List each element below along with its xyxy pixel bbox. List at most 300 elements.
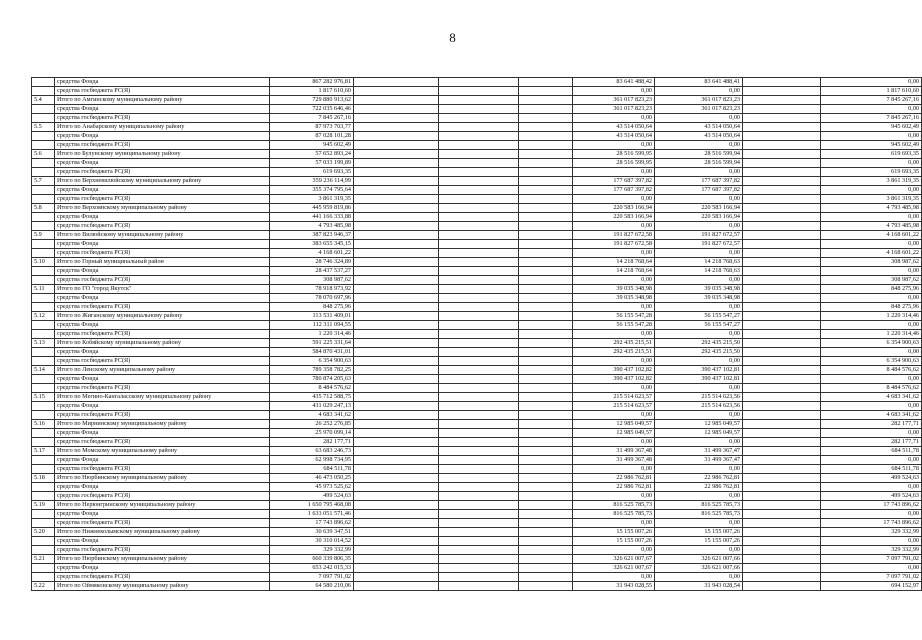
table-cell <box>354 132 439 141</box>
table-cell: 31 943 028,55 <box>573 582 655 591</box>
table-cell <box>743 384 821 393</box>
table-cell <box>439 141 519 150</box>
table-cell <box>743 321 821 330</box>
table-cell <box>439 267 519 276</box>
table-cell: 355 374 795,64 <box>270 186 354 195</box>
table-row <box>32 258 922 267</box>
table-cell: 5.22 <box>32 582 55 591</box>
table-cell <box>519 222 573 231</box>
table-row <box>32 132 922 141</box>
table-cell: 4 168 601,22 <box>270 249 354 258</box>
table-cell: 0,00 <box>821 294 922 303</box>
table-cell: 282 177,71 <box>270 438 354 447</box>
table-cell <box>32 213 55 222</box>
table-cell: 789 358 782,25 <box>270 366 354 375</box>
table-cell: 56 155 547,27 <box>655 321 743 330</box>
table-cell <box>519 141 573 150</box>
table-cell <box>519 339 573 348</box>
table-cell: 4 683 341,62 <box>270 411 354 420</box>
table-cell <box>439 258 519 267</box>
table-cell: 0,00 <box>821 348 922 357</box>
table-cell: Итого по Ленскому муниципальному району <box>55 366 270 375</box>
table-cell: 308 987,62 <box>821 276 922 285</box>
table-cell <box>354 240 439 249</box>
table-row <box>32 276 922 285</box>
table-cell: 87 028 101,28 <box>270 132 354 141</box>
table-cell <box>743 123 821 132</box>
table-cell: 30 310 014,52 <box>270 537 354 546</box>
table-cell <box>439 393 519 402</box>
table-cell: 28 516 599,94 <box>655 150 743 159</box>
table-cell <box>354 501 439 510</box>
table-cell: 220 583 166,94 <box>655 213 743 222</box>
table-cell <box>743 402 821 411</box>
table-cell: средства госбюджета РС(Я) <box>55 384 270 393</box>
table-cell <box>743 114 821 123</box>
table-cell: 0,00 <box>655 141 743 150</box>
table-cell: 43 514 050,64 <box>655 132 743 141</box>
table-cell <box>743 510 821 519</box>
table-cell <box>519 573 573 582</box>
table-cell <box>743 456 821 465</box>
table-cell: 0,00 <box>573 357 655 366</box>
table-row <box>32 429 922 438</box>
table-cell <box>439 186 519 195</box>
table-cell <box>32 510 55 519</box>
table-row <box>32 492 922 501</box>
table-cell <box>743 429 821 438</box>
table-cell: 0,00 <box>821 510 922 519</box>
table-cell: 78 070 697,96 <box>270 294 354 303</box>
table-cell <box>439 231 519 240</box>
table-cell <box>439 474 519 483</box>
table-cell <box>519 213 573 222</box>
table-cell <box>743 411 821 420</box>
table-cell <box>519 303 573 312</box>
table-cell: Итого по ГО "город Якутск" <box>55 285 270 294</box>
table-cell <box>354 168 439 177</box>
table-cell <box>519 474 573 483</box>
table-cell <box>354 330 439 339</box>
table-cell: 7 845 267,16 <box>821 96 922 105</box>
table-cell <box>354 555 439 564</box>
table-cell <box>519 78 573 87</box>
table-cell <box>519 123 573 132</box>
table-cell <box>439 87 519 96</box>
table-cell: 28 746 324,89 <box>270 258 354 267</box>
table-cell <box>354 303 439 312</box>
table-cell: 5.9 <box>32 231 55 240</box>
table-cell <box>354 366 439 375</box>
table-cell <box>439 339 519 348</box>
table-cell: Итого по Нюрбинскому муниципальному району <box>55 474 270 483</box>
table-cell <box>32 222 55 231</box>
table-cell <box>519 582 573 591</box>
table-cell: 329 332,99 <box>270 546 354 555</box>
table-cell: 5.16 <box>32 420 55 429</box>
table-cell: 17 743 896,62 <box>270 519 354 528</box>
table-cell: 361 017 823,23 <box>573 105 655 114</box>
table-cell: 8 484 576,62 <box>821 366 922 375</box>
table-cell <box>519 267 573 276</box>
table-cell: 0,00 <box>573 141 655 150</box>
table-cell <box>743 267 821 276</box>
table-cell: 0,00 <box>655 195 743 204</box>
table-cell: средства госбюджета РС(Я) <box>55 492 270 501</box>
table-cell: 56 155 547,28 <box>573 321 655 330</box>
table-row <box>32 402 922 411</box>
table-cell <box>439 168 519 177</box>
table-cell <box>743 339 821 348</box>
table-cell: Итого по Мирнинскому муниципальному району <box>55 420 270 429</box>
table-cell <box>519 555 573 564</box>
table-cell: 0,00 <box>573 222 655 231</box>
table-row <box>32 105 922 114</box>
table-cell: 867 282 976,81 <box>270 78 354 87</box>
table-cell: 64 580 210,06 <box>270 582 354 591</box>
table-cell <box>519 168 573 177</box>
table-cell: 0,00 <box>821 537 922 546</box>
table-row <box>32 96 922 105</box>
table-cell <box>354 375 439 384</box>
table-cell <box>32 375 55 384</box>
table-cell: средства Фонда <box>55 186 270 195</box>
table-cell <box>743 474 821 483</box>
table-cell: 499 524,63 <box>821 492 922 501</box>
table-row <box>32 240 922 249</box>
table-cell <box>354 474 439 483</box>
table-cell: 0,00 <box>821 402 922 411</box>
table-cell: 0,00 <box>573 114 655 123</box>
table-cell <box>519 330 573 339</box>
table-cell <box>743 465 821 474</box>
table-cell: средства госбюджета РС(Я) <box>55 195 270 204</box>
table-cell: 39 035 348,98 <box>573 285 655 294</box>
table-cell <box>519 177 573 186</box>
table-cell: 191 827 672,58 <box>573 231 655 240</box>
table-cell <box>354 402 439 411</box>
table-cell <box>743 555 821 564</box>
table-cell <box>743 213 821 222</box>
table-cell <box>743 393 821 402</box>
table-cell <box>743 141 821 150</box>
table-cell: 5.7 <box>32 177 55 186</box>
table-cell: 3 861 319,35 <box>821 177 922 186</box>
table-cell: 39 035 348,98 <box>573 294 655 303</box>
table-row <box>32 555 922 564</box>
table-cell <box>519 321 573 330</box>
table-cell: 46 473 050,25 <box>270 474 354 483</box>
table-cell <box>519 231 573 240</box>
table-cell <box>32 195 55 204</box>
table-cell: 359 236 114,99 <box>270 177 354 186</box>
table-cell: 848 275,96 <box>821 303 922 312</box>
table-cell: 292 435 215,50 <box>655 339 743 348</box>
table-cell <box>439 78 519 87</box>
table-cell <box>743 222 821 231</box>
table-cell: 22 986 762,81 <box>573 474 655 483</box>
table-cell: 660 339 806,35 <box>270 555 354 564</box>
table-cell: 0,00 <box>821 186 922 195</box>
table-cell: 15 155 007,26 <box>573 537 655 546</box>
table-cell <box>519 366 573 375</box>
table-cell <box>354 582 439 591</box>
table-cell: 722 035 646,46 <box>270 105 354 114</box>
table-cell <box>354 105 439 114</box>
table-cell <box>743 96 821 105</box>
table-cell <box>743 204 821 213</box>
table-row <box>32 582 922 591</box>
table-cell: 57 652 893,24 <box>270 150 354 159</box>
table-cell <box>743 582 821 591</box>
table-cell: 292 435 215,51 <box>573 348 655 357</box>
table-cell: 282 177,71 <box>821 420 922 429</box>
table-cell: 45 973 525,62 <box>270 483 354 492</box>
table-cell <box>439 456 519 465</box>
table-cell <box>354 96 439 105</box>
table-cell: средства госбюджета РС(Я) <box>55 573 270 582</box>
table-cell <box>354 141 439 150</box>
table-cell: средства госбюджета РС(Я) <box>55 222 270 231</box>
table-cell <box>32 276 55 285</box>
table-cell <box>743 303 821 312</box>
table-cell: Итого по Момскому муниципальному району <box>55 447 270 456</box>
table-row <box>32 222 922 231</box>
table-cell: средства Фонда <box>55 240 270 249</box>
table-cell: средства Фонда <box>55 375 270 384</box>
table-cell: 0,00 <box>573 519 655 528</box>
table-cell <box>743 186 821 195</box>
table-cell <box>519 105 573 114</box>
table-cell: средства Фонда <box>55 321 270 330</box>
table-row <box>32 411 922 420</box>
table-cell <box>354 294 439 303</box>
table-cell: 5.19 <box>32 501 55 510</box>
table-cell: 22 986 762,81 <box>573 483 655 492</box>
table-cell: 0,00 <box>655 438 743 447</box>
table-cell: 0,00 <box>821 159 922 168</box>
table-cell: 215 514 623,57 <box>573 393 655 402</box>
table-cell: 28 437 537,27 <box>270 267 354 276</box>
table-cell <box>439 303 519 312</box>
table-cell <box>32 456 55 465</box>
table-cell: 17 743 896,62 <box>821 519 922 528</box>
table-cell: 7 097 791,02 <box>821 573 922 582</box>
table-cell <box>519 258 573 267</box>
table-cell: средства госбюджета РС(Я) <box>55 141 270 150</box>
table-cell <box>32 141 55 150</box>
table-row <box>32 123 922 132</box>
table-row <box>32 78 922 87</box>
table-cell: 0,00 <box>655 168 743 177</box>
table-cell <box>519 150 573 159</box>
table-cell: 0,00 <box>655 465 743 474</box>
table-cell: 329 332,99 <box>821 546 922 555</box>
table-cell: средства госбюджета РС(Я) <box>55 330 270 339</box>
table-cell <box>519 519 573 528</box>
table-cell: 945 602,49 <box>821 123 922 132</box>
table-row <box>32 420 922 429</box>
table-cell: 177 687 397,82 <box>573 177 655 186</box>
table-cell: 1 633 051 571,46 <box>270 510 354 519</box>
table-cell: 383 655 345,15 <box>270 240 354 249</box>
table-cell: 0,00 <box>655 222 743 231</box>
table-cell: 5.5 <box>32 123 55 132</box>
table-cell <box>32 249 55 258</box>
table-cell: 5.8 <box>32 204 55 213</box>
table-cell <box>439 501 519 510</box>
table-cell: 0,00 <box>573 168 655 177</box>
table-cell: 220 583 166,94 <box>573 204 655 213</box>
table-cell: 499 524,63 <box>270 492 354 501</box>
table-cell <box>519 240 573 249</box>
table-cell: 43 514 050,64 <box>573 123 655 132</box>
table-cell <box>439 312 519 321</box>
table-cell <box>32 411 55 420</box>
table-cell: 215 514 623,57 <box>573 402 655 411</box>
table-cell <box>439 195 519 204</box>
table-cell <box>354 357 439 366</box>
table-row <box>32 213 922 222</box>
table-cell: средства госбюджета РС(Я) <box>55 357 270 366</box>
table-cell <box>354 564 439 573</box>
table-cell <box>439 159 519 168</box>
table-cell: 619 693,35 <box>821 168 922 177</box>
table-cell <box>439 402 519 411</box>
table-cell: 445 959 819,86 <box>270 204 354 213</box>
table-cell <box>743 132 821 141</box>
table-cell <box>354 249 439 258</box>
table-cell: 215 514 623,56 <box>655 393 743 402</box>
table-cell: 326 621 007,66 <box>655 555 743 564</box>
table-cell: средства Фонда <box>55 213 270 222</box>
table-row <box>32 87 922 96</box>
table-cell <box>439 366 519 375</box>
table-cell <box>354 573 439 582</box>
table-cell <box>439 150 519 159</box>
table-cell: 1 220 314,46 <box>270 330 354 339</box>
table-cell: средства Фонда <box>55 564 270 573</box>
table-cell: 12 985 049,57 <box>655 429 743 438</box>
table-cell: 684 511,78 <box>821 465 922 474</box>
table-cell <box>354 546 439 555</box>
table-cell <box>439 546 519 555</box>
table-cell: 390 437 102,82 <box>573 375 655 384</box>
table-cell: 177 687 397,82 <box>655 186 743 195</box>
table-cell <box>519 393 573 402</box>
table-cell: Итого по Нижнеколымскому муниципальному району <box>55 528 270 537</box>
table-cell: средства госбюджета РС(Я) <box>55 411 270 420</box>
table-row <box>32 573 922 582</box>
table-cell: 361 017 823,23 <box>655 105 743 114</box>
table-cell <box>743 168 821 177</box>
table-cell <box>32 438 55 447</box>
table-cell: 0,00 <box>655 519 743 528</box>
table-cell: 816 525 785,73 <box>655 510 743 519</box>
table-cell: средства госбюджета РС(Я) <box>55 87 270 96</box>
table-cell <box>354 177 439 186</box>
table-cell <box>32 492 55 501</box>
table-row <box>32 501 922 510</box>
table-cell <box>439 510 519 519</box>
table-cell <box>743 519 821 528</box>
table-cell <box>32 483 55 492</box>
table-cell <box>354 276 439 285</box>
table-cell <box>439 114 519 123</box>
table-cell <box>743 528 821 537</box>
table-cell: 0,00 <box>573 303 655 312</box>
table-row <box>32 384 922 393</box>
table-cell: 1 220 314,46 <box>821 312 922 321</box>
table-cell <box>354 456 439 465</box>
table-cell <box>743 249 821 258</box>
table-cell: 191 827 672,57 <box>655 240 743 249</box>
table-cell <box>32 384 55 393</box>
table-cell <box>519 204 573 213</box>
table-cell <box>519 429 573 438</box>
table-cell: 6 354 900,63 <box>270 357 354 366</box>
table-cell: 215 514 623,56 <box>655 402 743 411</box>
table-cell <box>439 330 519 339</box>
table-row <box>32 321 922 330</box>
table-cell: 0,00 <box>821 132 922 141</box>
table-cell <box>32 186 55 195</box>
table-cell: 113 531 409,01 <box>270 312 354 321</box>
table-cell: средства госбюджета РС(Я) <box>55 303 270 312</box>
table-cell <box>519 348 573 357</box>
table-row <box>32 447 922 456</box>
table-cell: средства Фонда <box>55 456 270 465</box>
table-cell: 7 845 267,16 <box>821 114 922 123</box>
table-row <box>32 330 922 339</box>
table-cell: 14 218 768,64 <box>573 258 655 267</box>
table-cell: Итого по Горный муниципальный район <box>55 258 270 267</box>
table-row <box>32 474 922 483</box>
table-cell: 729 880 913,62 <box>270 96 354 105</box>
table-cell: 0,00 <box>655 114 743 123</box>
table-cell <box>354 537 439 546</box>
table-cell <box>354 321 439 330</box>
table-cell <box>439 582 519 591</box>
table-cell <box>743 537 821 546</box>
budget-table <box>31 77 922 591</box>
table-cell: 3 861 319,35 <box>270 195 354 204</box>
table-cell <box>439 285 519 294</box>
table-cell: 945 602,49 <box>270 141 354 150</box>
table-cell: 220 583 166,94 <box>655 204 743 213</box>
table-cell: 8 484 576,62 <box>270 384 354 393</box>
table-cell <box>32 114 55 123</box>
table-cell <box>743 150 821 159</box>
table-cell <box>354 213 439 222</box>
table-cell <box>439 240 519 249</box>
table-cell: 4 683 341,62 <box>821 393 922 402</box>
table-cell: 0,00 <box>821 483 922 492</box>
table-cell <box>439 105 519 114</box>
table-cell: средства Фонда <box>55 537 270 546</box>
table-row <box>32 519 922 528</box>
table-cell <box>743 546 821 555</box>
table-row <box>32 483 922 492</box>
table-cell: 619 693,35 <box>821 150 922 159</box>
table-cell: Итого по Оймяконскому муниципальному району <box>55 582 270 591</box>
table-cell: 0,00 <box>821 213 922 222</box>
table-cell: 63 683 246,73 <box>270 447 354 456</box>
table-cell <box>743 231 821 240</box>
table-cell: 56 155 547,27 <box>655 312 743 321</box>
table-cell <box>32 564 55 573</box>
table-cell <box>439 537 519 546</box>
